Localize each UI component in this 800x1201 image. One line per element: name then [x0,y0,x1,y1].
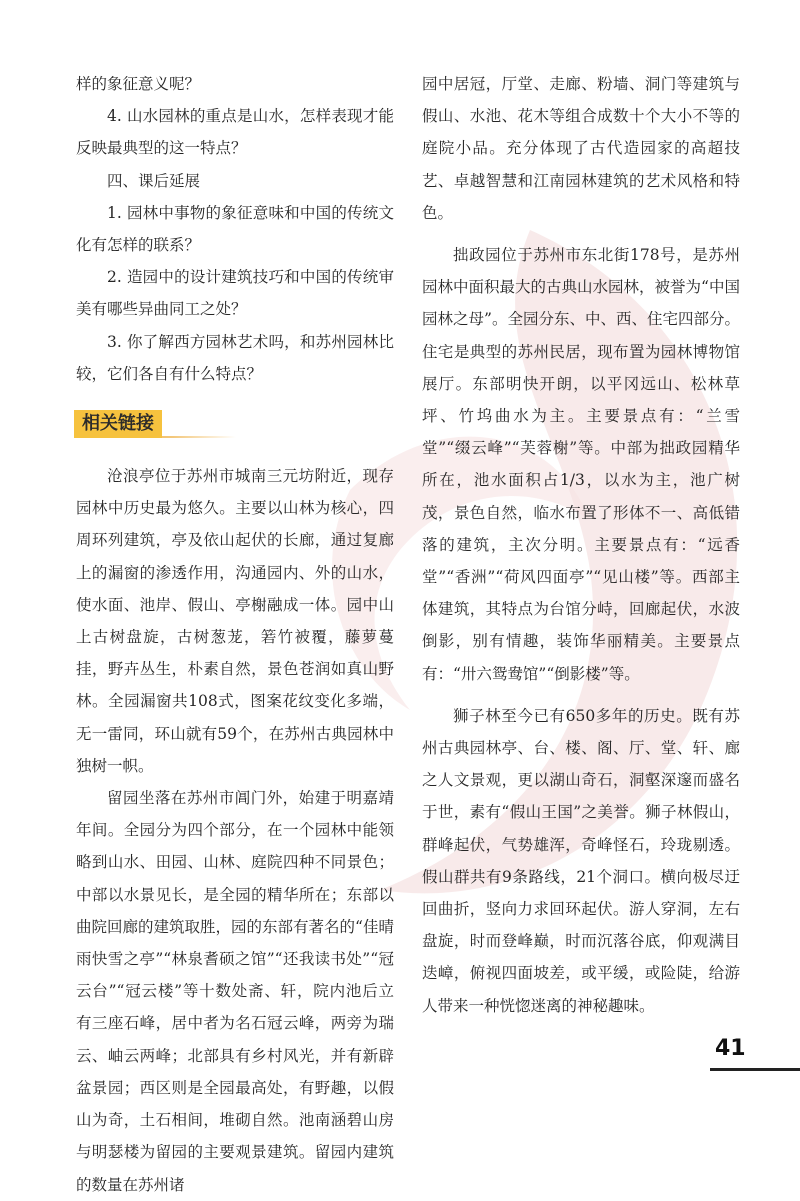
page-number: 41 [715,1036,746,1061]
page-content [76,68,740,1194]
extension-question-2: 2. 造园中的设计建筑技巧和中国的传统审美有哪些异曲同工之处？ [76,268,394,319]
right-column [422,68,740,1022]
paragraph-lion-grove-garden: 狮子林至今已有650多年的历史。既有苏州古典园林亭、台、楼、阁、厅、堂、轩、廊之人文景观，更以湖山奇石，洞壑深邃而盛名于世，素有“假山王国”之美誉。狮子林假山，群峰起伏，气势雄浑，奇峰怪石，玲珑剔透。假山群共有9条路线，21个洞口。横向极尽迂回曲折，竖向力求回环起伏。游人穿洞，左右盘旋，时而登峰巅，时而沉落谷底，仰观满目迭嶂，俯视四面坡差，或平缓，或险陡，给游人带来一种恍惚迷离的神秘趣味。 [422,706,740,1015]
question-continuation: 样的象征意义呢？ [76,75,201,93]
extension-question-1: 1. 园林中事物的象征意味和中国的传统文化有怎样的联系？ [76,203,394,255]
left-column [76,68,394,1201]
question-4: 4. 山水园林的重点是山水，怎样表现才能反映最典型的这一特点？ [76,107,394,158]
extension-question-3: 3. 你了解西方园林艺术吗，和苏州园林比较，它们各自有什么特点？ [76,332,394,383]
paragraph-canglang-pavilion: 沧浪亭位于苏州市城南三元坊附近，现存园林中历史最为悠久。主要以山林为核心，四周环列建筑，亭及依山起伏的长廊，通过复廊上的漏窗的渗透作用，沟通园内、外的山水，使水面、池岸、假山、亭榭融成一体。园中山上古树盘旋，古树葱茏，箬竹被覆，藤萝蔓挂，野卉丛生，朴素自然，景色苍润如真山野林。全园漏窗共108式，图案花纹变化多端，无一雷同，环山就有59个，在苏州古典园林中独树一帜。 [76,467,394,775]
page-number-rule [710,1068,800,1071]
paragraph-lingering-garden-cont: 园中居冠，厅堂、走廊、粉墙、洞门等建筑与假山、水池、花木等组合成数十个大小不等的庭院小品。充分体现了古代造园家的高超技艺、卓越智慧和江南园林建筑的艺术风格和特色。 [422,75,740,222]
section-four-title: 四、课后延展 [107,171,201,190]
paragraph-humble-administrator-garden: 拙政园位于苏州市东北街178号，是苏州园林中面积最大的古典山水园林，被誉为“中国园林之母”。全园分东、中、西、住宅四部分。住宅是典型的苏州民居，现布置为园林博物馆展厅。东部明快开朗，以平冈远山、松林草坪、竹坞曲水为主。主要景点有：“兰雪堂”“缀云峰”“芙蓉榭”等。中部为拙政园精华所在，池水面积占1/3，以水为主，池广树茂，景色自然，临水布置了形体不一、高低错落的建筑，主次分明。主要景点有：“远香堂”“香洲”“荷风四面亭”“见山楼”等。西部主体建筑，其特点为台馆分峙，回廊起伏，水波倒影，别有情趣，装饰华丽精美。主要景点有：“卅六鸳鸯馆”“倒影楼”等。 [422,246,740,683]
related-links-heading: 相关链接 [74,410,162,438]
paragraph-lingering-garden: 留园坐落在苏州市阊门外，始建于明嘉靖年间。全园分为四个部分，在一个园林中能领略到山水、田园、山林、庭院四种不同景色；中部以水景见长，是全园的精华所在；东部以曲院回廊的建筑取胜，园的东部有著名的“佳晴雨快雪之亭”“林泉耆硕之馆”“还我读书处”“冠云台”“冠云楼”等十数处斋、轩，院内池后立有三座石峰，居中者为名石冠云峰，两旁为瑞云、岫云两峰；北部具有乡村风光，并有新辟盆景园；西区则是全园最高处，有野趣，以假山为奇，土石相间，堆砌自然。池南涵碧山房与明瑟楼为留园的主要观景建筑。留园内建筑的数量在苏州诸 [76,789,394,1194]
